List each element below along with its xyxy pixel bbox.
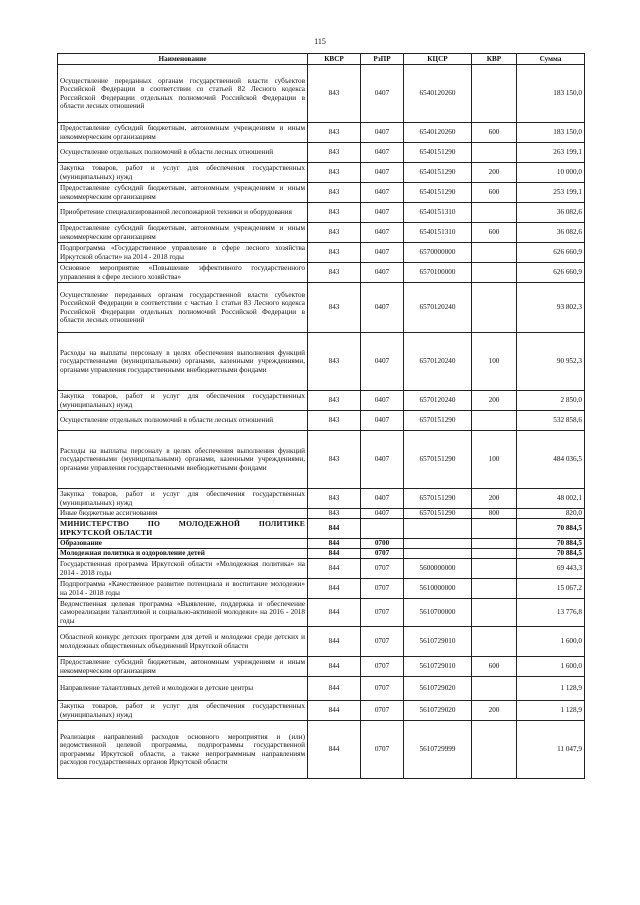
row-name-cell: Иные бюджетные ассигнования [58, 509, 308, 519]
kcsr-cell: 6540151290 [404, 163, 472, 183]
header-sum: Сумма [517, 54, 585, 65]
header-kvsr: КВСР [308, 54, 361, 65]
kcsr-cell: 6570151290 [404, 431, 472, 489]
sum-cell: 70 884,5 [517, 519, 585, 539]
header-kvr: КВР [472, 54, 517, 65]
budget-table [57, 53, 585, 779]
table-row [58, 283, 585, 333]
kvsr-cell: 844 [308, 627, 361, 657]
sum-cell: 36 082,6 [517, 203, 585, 223]
row-name-cell: Подпрограмма «Качественное развитие потенциала и воспитание молодежи» на 2014 - 2018 годы [58, 579, 308, 599]
kcsr-cell: 5610729020 [404, 677, 472, 701]
row-name-cell: Закупка товаров, работ и услуг для обеспечения государственных (муниципальных) нужд [58, 391, 308, 411]
sum-cell: 70 884,5 [517, 539, 585, 549]
row-name-cell: Направление талантливых детей и молодежи в детские центры [58, 677, 308, 701]
row-name-cell: Осуществление переданных органам государственной власти субъектов Российской Федерации в соответствии с частью 1 статьи 83 Лесного кодекса Российской Федерации отдельных полномочий Российской Федерации в области лесных отношений [58, 283, 308, 333]
kvsr-cell: 844 [308, 677, 361, 701]
kcsr-cell: 6540120260 [404, 123, 472, 143]
table-row [58, 203, 585, 223]
kcsr-cell: 6540151290 [404, 143, 472, 163]
kvr-cell: 100 [472, 333, 517, 391]
kcsr-cell: 5610729999 [404, 721, 472, 779]
rzpr-cell: 0707 [361, 657, 404, 677]
table-row [58, 539, 585, 549]
kvr-cell: 200 [472, 489, 517, 509]
kvsr-cell: 843 [308, 183, 361, 203]
row-name-cell: Подпрограмма «Государственное управление в сфере лесного хозяйства Иркутской области» на 2014 - 2018 годы [58, 243, 308, 263]
kcsr-cell: 6570100000 [404, 263, 472, 283]
rzpr-cell: 0707 [361, 701, 404, 721]
kvr-cell [472, 203, 517, 223]
row-name-cell: Основное мероприятие «Повышение эффективного государственного управления в сфере лесного хозяйства» [58, 263, 308, 283]
rzpr-cell: 0707 [361, 627, 404, 657]
row-name-cell: Осуществление переданных органам государственной власти субъектов Российской Федерации в соответствии со статьей 82 Лесного кодекса Российской Федерации отдельных полномочий Российской Федерации в области лесных отношений [58, 65, 308, 123]
rzpr-cell: 0407 [361, 489, 404, 509]
row-name-cell: Закупка товаров, работ и услуг для обеспечения государственных (муниципальных) нужд [58, 489, 308, 509]
kvsr-cell: 843 [308, 223, 361, 243]
kvr-cell [472, 283, 517, 333]
rzpr-cell: 0407 [361, 391, 404, 411]
rzpr-cell: 0407 [361, 223, 404, 243]
rzpr-cell: 0407 [361, 509, 404, 519]
sum-cell: 253 199,1 [517, 183, 585, 203]
rzpr-cell: 0407 [361, 263, 404, 283]
sum-cell: 13 776,8 [517, 599, 585, 627]
sum-cell: 1 128,9 [517, 677, 585, 701]
sum-cell: 48 002,1 [517, 489, 585, 509]
kcsr-cell: 6570120240 [404, 391, 472, 411]
kvr-cell [472, 559, 517, 579]
kcsr-cell: 6540151290 [404, 183, 472, 203]
row-name-cell: МИНИСТЕРСТВО ПО МОЛОДЕЖНОЙ ПОЛИТИКЕ ИРКУТСКОЙ ОБЛАСТИ [58, 519, 308, 539]
kvr-cell: 200 [472, 701, 517, 721]
rzpr-cell: 0700 [361, 539, 404, 549]
kvr-cell: 200 [472, 163, 517, 183]
kvr-cell [472, 721, 517, 779]
kcsr-cell: 6570000000 [404, 243, 472, 263]
table-row [58, 559, 585, 579]
kcsr-cell: 5610000000 [404, 579, 472, 599]
kvsr-cell: 843 [308, 243, 361, 263]
table-row [58, 243, 585, 263]
kvsr-cell: 843 [308, 391, 361, 411]
table-row [58, 411, 585, 431]
sum-cell: 263 199,1 [517, 143, 585, 163]
kvsr-cell: 844 [308, 549, 361, 559]
table-row [58, 519, 585, 539]
table-row [58, 223, 585, 243]
table-row [58, 263, 585, 283]
sum-cell: 1 128,9 [517, 701, 585, 721]
kvr-cell [472, 539, 517, 549]
kvsr-cell: 844 [308, 539, 361, 549]
kvsr-cell: 843 [308, 509, 361, 519]
kcsr-cell: 6570151290 [404, 509, 472, 519]
kvr-cell: 600 [472, 123, 517, 143]
kvsr-cell: 843 [308, 203, 361, 223]
rzpr-cell: 0707 [361, 721, 404, 779]
table-row [58, 549, 585, 559]
table-row [58, 143, 585, 163]
rzpr-cell: 0407 [361, 283, 404, 333]
rzpr-cell: 0707 [361, 559, 404, 579]
kvr-cell: 600 [472, 183, 517, 203]
row-name-cell: Расходы на выплаты персоналу в целях обеспечения выполнения функций государственными (муниципальными) органами, казенными учреждениями, органами управления государственными внебюджетными фондами [58, 431, 308, 489]
kvsr-cell: 844 [308, 721, 361, 779]
kcsr-cell: 5600000000 [404, 559, 472, 579]
kvr-cell: 600 [472, 223, 517, 243]
row-name-cell: Молодежная политика и оздоровление детей [58, 549, 308, 559]
row-name-cell: Осуществление отдельных полномочий в области лесных отношений [58, 411, 308, 431]
kvr-cell [472, 677, 517, 701]
table-row [58, 65, 585, 123]
kvsr-cell: 844 [308, 519, 361, 539]
sum-cell: 93 802,3 [517, 283, 585, 333]
kcsr-cell [404, 539, 472, 549]
kcsr-cell: 6570151290 [404, 411, 472, 431]
rzpr-cell: 0407 [361, 333, 404, 391]
rzpr-cell: 0707 [361, 549, 404, 559]
kvr-cell: 600 [472, 657, 517, 677]
sum-cell: 1 600,0 [517, 627, 585, 657]
row-name-cell: Приобретение специализированной лесопожарной техники и оборудования [58, 203, 308, 223]
kcsr-cell: 5610729010 [404, 657, 472, 677]
kcsr-cell: 6540151310 [404, 223, 472, 243]
rzpr-cell: 0407 [361, 431, 404, 489]
kcsr-cell: 5610729020 [404, 701, 472, 721]
rzpr-cell: 0707 [361, 599, 404, 627]
sum-cell: 2 850,0 [517, 391, 585, 411]
sum-cell: 15 067,2 [517, 579, 585, 599]
table-row [58, 391, 585, 411]
kcsr-cell: 5610700000 [404, 599, 472, 627]
rzpr-cell: 0407 [361, 203, 404, 223]
kvr-cell: 100 [472, 431, 517, 489]
table-header-row [58, 54, 585, 65]
kvr-cell [472, 599, 517, 627]
sum-cell: 70 884,5 [517, 549, 585, 559]
sum-cell: 820,0 [517, 509, 585, 519]
kvsr-cell: 844 [308, 559, 361, 579]
header-kcsr: КЦСР [404, 54, 472, 65]
table-row [58, 677, 585, 701]
row-name-cell: Закупка товаров, работ и услуг для обеспечения государственных (муниципальных) нужд [58, 701, 308, 721]
kvr-cell: 800 [472, 509, 517, 519]
sum-cell: 36 082,6 [517, 223, 585, 243]
kvr-cell: 200 [472, 391, 517, 411]
sum-cell: 183 150,0 [517, 123, 585, 143]
kvsr-cell: 843 [308, 123, 361, 143]
row-name-cell: Государственная программа Иркутской области «Молодежная политика» на 2014 - 2018 годы [58, 559, 308, 579]
kvr-cell [472, 579, 517, 599]
table-row [58, 657, 585, 677]
sum-cell: 90 952,3 [517, 333, 585, 391]
rzpr-cell: 0707 [361, 579, 404, 599]
sum-cell: 10 000,0 [517, 163, 585, 183]
table-row [58, 509, 585, 519]
table-row [58, 599, 585, 627]
table-row [58, 123, 585, 143]
row-name-cell: Закупка товаров, работ и услуг для обеспечения государственных (муниципальных) нужд [58, 163, 308, 183]
table-row [58, 627, 585, 657]
sum-cell: 484 036,5 [517, 431, 585, 489]
table-row [58, 431, 585, 489]
table-row [58, 333, 585, 391]
kcsr-cell [404, 519, 472, 539]
kvsr-cell: 844 [308, 657, 361, 677]
row-name-cell: Областной конкурс детских программ для детей и молодежи среди детских и молодежных общественных объединений Иркутской области [58, 627, 308, 657]
row-name-cell: Образование [58, 539, 308, 549]
table-row [58, 579, 585, 599]
row-name-cell: Ведомственная целевая программа «Выявление, поддержка и обеспечение самореализации талантливой и социально-активной молодежи» на 2016 - 2018 годы [58, 599, 308, 627]
kvsr-cell: 843 [308, 489, 361, 509]
sum-cell: 183 150,0 [517, 65, 585, 123]
rzpr-cell [361, 519, 404, 539]
row-name-cell: Предоставление субсидий бюджетным, автономным учреждениям и иным некоммерческим организациям [58, 657, 308, 677]
kcsr-cell: 6540120260 [404, 65, 472, 123]
kvr-cell [472, 243, 517, 263]
sum-cell: 11 047,9 [517, 721, 585, 779]
row-name-cell: Расходы на выплаты персоналу в целях обеспечения выполнения функций государственными (муниципальными) органами, казенными учреждениями, органами управления государственными внебюджетными фондами [58, 333, 308, 391]
rzpr-cell: 0407 [361, 123, 404, 143]
kvr-cell [472, 65, 517, 123]
kvsr-cell: 843 [308, 411, 361, 431]
row-name-cell: Реализация направлений расходов основного мероприятия и (или) ведомственной целевой программы, подпрограммы государственной программы Иркутской области, а также непрограммным направлениям расходов государственных органов Иркутской области [58, 721, 308, 779]
table-row [58, 163, 585, 183]
page-number: 115 [314, 37, 326, 46]
kcsr-cell: 6540151310 [404, 203, 472, 223]
kvsr-cell: 844 [308, 599, 361, 627]
sum-cell: 626 660,9 [517, 243, 585, 263]
row-name-cell: Предоставление субсидий бюджетным, автономным учреждениям и иным некоммерческим организациям [58, 223, 308, 243]
kvr-cell [472, 519, 517, 539]
kvr-cell [472, 263, 517, 283]
kvsr-cell: 843 [308, 143, 361, 163]
rzpr-cell: 0407 [361, 243, 404, 263]
rzpr-cell: 0407 [361, 65, 404, 123]
row-name-cell: Предоставление субсидий бюджетным, автономным учреждениям и иным некоммерческим организациям [58, 183, 308, 203]
header-rzpr: РзПР [361, 54, 404, 65]
table-row [58, 721, 585, 779]
kcsr-cell: 6570120240 [404, 333, 472, 391]
table-row [58, 489, 585, 509]
kvsr-cell: 844 [308, 579, 361, 599]
kvr-cell [472, 143, 517, 163]
kcsr-cell [404, 549, 472, 559]
kvsr-cell: 843 [308, 283, 361, 333]
kvr-cell [472, 549, 517, 559]
kvsr-cell: 843 [308, 65, 361, 123]
kvsr-cell: 843 [308, 333, 361, 391]
rzpr-cell: 0407 [361, 183, 404, 203]
table-row [58, 183, 585, 203]
kvsr-cell: 843 [308, 431, 361, 489]
sum-cell: 532 858,6 [517, 411, 585, 431]
sum-cell: 1 600,0 [517, 657, 585, 677]
sum-cell: 626 660,9 [517, 263, 585, 283]
header-name: Наименование [58, 54, 308, 65]
row-name-cell: Предоставление субсидий бюджетным, автономным учреждениям и иным некоммерческим организациям [58, 123, 308, 143]
kcsr-cell: 6570151290 [404, 489, 472, 509]
kvr-cell [472, 411, 517, 431]
row-name-cell: Осуществление отдельных полномочий в области лесных отношений [58, 143, 308, 163]
kcsr-cell: 5610729010 [404, 627, 472, 657]
rzpr-cell: 0407 [361, 411, 404, 431]
kvsr-cell: 843 [308, 263, 361, 283]
table-row [58, 701, 585, 721]
kvr-cell [472, 627, 517, 657]
kvsr-cell: 844 [308, 701, 361, 721]
sum-cell: 69 443,3 [517, 559, 585, 579]
rzpr-cell: 0707 [361, 677, 404, 701]
kcsr-cell: 6570120240 [404, 283, 472, 333]
rzpr-cell: 0407 [361, 143, 404, 163]
rzpr-cell: 0407 [361, 163, 404, 183]
kvsr-cell: 843 [308, 163, 361, 183]
